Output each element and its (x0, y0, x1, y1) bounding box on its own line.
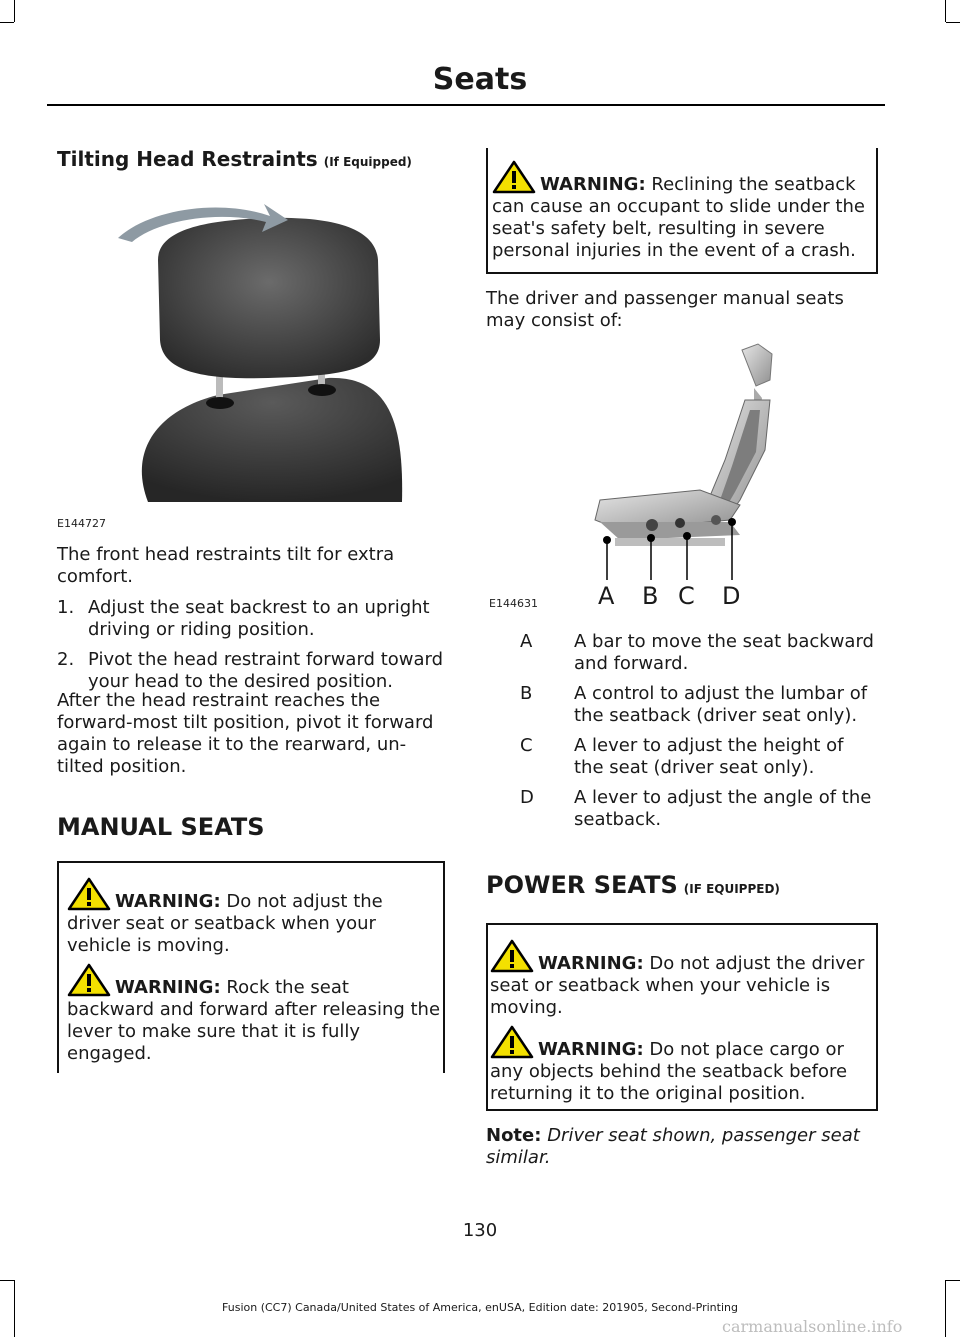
list-item (57, 649, 445, 693)
legend-row (488, 683, 878, 729)
watermark: carmanualsonline.info (722, 1317, 903, 1336)
step-number: 2. (57, 649, 75, 670)
crop-mark (0, 1280, 14, 1281)
warning-box (486, 923, 878, 1111)
warning-body: Do not adjust the driver seat or seatback when your vehicle is moving. (67, 891, 383, 956)
step-text: Pivot the head restraint forward toward your head to the desired position. (88, 649, 444, 692)
tilting-heading-text: Tilting Head Restraints (57, 147, 318, 171)
warning-text (492, 160, 874, 262)
warning-text (490, 1025, 874, 1105)
warning-label: WARNING: (115, 891, 221, 912)
head-restraint-figure (88, 190, 404, 502)
crop-mark (0, 22, 14, 23)
step-number: 1. (57, 597, 75, 618)
tilting-heading (57, 147, 412, 171)
legend-row (488, 631, 878, 677)
warning-body: Do not place cargo or any objects behind the seatback before returning it to the original position. (490, 1039, 848, 1104)
edition-footer: Fusion (CC7) Canada/United States of America, enUSA, Edition date: 201905, Second-Printing (222, 1301, 738, 1314)
crop-mark (945, 0, 946, 22)
warning-label: WARNING: (538, 953, 644, 974)
crop-mark (946, 1280, 960, 1281)
legend-text: A lever to adjust the height of the seat (driver seat only). (574, 735, 844, 778)
header-divider (47, 104, 885, 106)
warning-text (67, 963, 441, 1065)
legend-row (488, 735, 878, 781)
note-label: Note: (486, 1125, 542, 1146)
legend-key: A (520, 631, 533, 652)
step-text: Adjust the seat backrest to an upright driving or riding position. (88, 597, 430, 640)
tilting-intro: The front head restraints tilt for extra comfort. (57, 544, 395, 587)
legend-text: A control to adjust the lumbar of the seatback (driver seat only). (574, 683, 868, 726)
warning-label: WARNING: (115, 977, 221, 998)
legend-key: C (520, 735, 533, 756)
warning-label: WARNING: (538, 1039, 644, 1060)
figure-id: E144727 (57, 517, 106, 530)
callout-d: D (722, 582, 741, 610)
legend-key: B (520, 683, 533, 704)
callout-b: B (642, 582, 659, 610)
tilting-heading-suffix: (If Equipped) (323, 155, 412, 169)
warning-box (486, 148, 878, 274)
seat-controls-figure (560, 340, 880, 610)
warning-text (490, 939, 874, 1019)
warning-body: Reclining the seatback can cause an occupant to slide under the seat's safety belt, resulting in severe personal injuries in the event of a crash. (492, 174, 865, 261)
warning-body: Do not adjust the driver seat or seatback when your vehicle is moving. (490, 953, 865, 1018)
crop-mark (946, 22, 960, 23)
legend-text: A bar to move the seat backward and forward. (574, 631, 874, 674)
warning-icon (492, 160, 536, 194)
legend-row (488, 787, 878, 833)
figure-id: E144631 (489, 597, 538, 610)
warning-label: WARNING: (540, 174, 646, 195)
manual-seats-heading: MANUAL SEATS (57, 813, 265, 841)
callout-c: C (678, 582, 695, 610)
legend-text: A lever to adjust the angle of the seatback. (574, 787, 872, 830)
tilting-steps (57, 597, 445, 701)
power-seats-heading-suffix: (IF EQUIPPED) (683, 882, 780, 896)
warning-text (67, 877, 441, 957)
crop-mark (14, 0, 15, 22)
page-number: 130 (462, 1220, 498, 1241)
tilting-after: After the head restraint reaches the forward-most tilt position, pivot it forward again to release it to the rearward, un-tilted position. (57, 690, 434, 777)
page-title: Seats (432, 62, 528, 97)
list-item (57, 597, 445, 641)
manual-seats-intro: The driver and passenger manual seats may consist of: (486, 288, 844, 331)
note (486, 1125, 870, 1169)
legend-key: D (520, 787, 534, 808)
warning-icon (67, 877, 111, 911)
warning-body: Rock the seat backward and forward after releasing the lever to make sure that it is fully engaged. (67, 977, 441, 1064)
warning-icon (490, 1025, 534, 1059)
note-text: Driver seat shown, passenger seat similar. (486, 1125, 860, 1168)
power-seats-heading-text: POWER SEATS (486, 871, 678, 899)
power-seats-heading (486, 871, 780, 899)
warning-icon (67, 963, 111, 997)
warning-box (57, 861, 445, 1073)
warning-icon (490, 939, 534, 973)
callout-a: A (598, 582, 615, 610)
